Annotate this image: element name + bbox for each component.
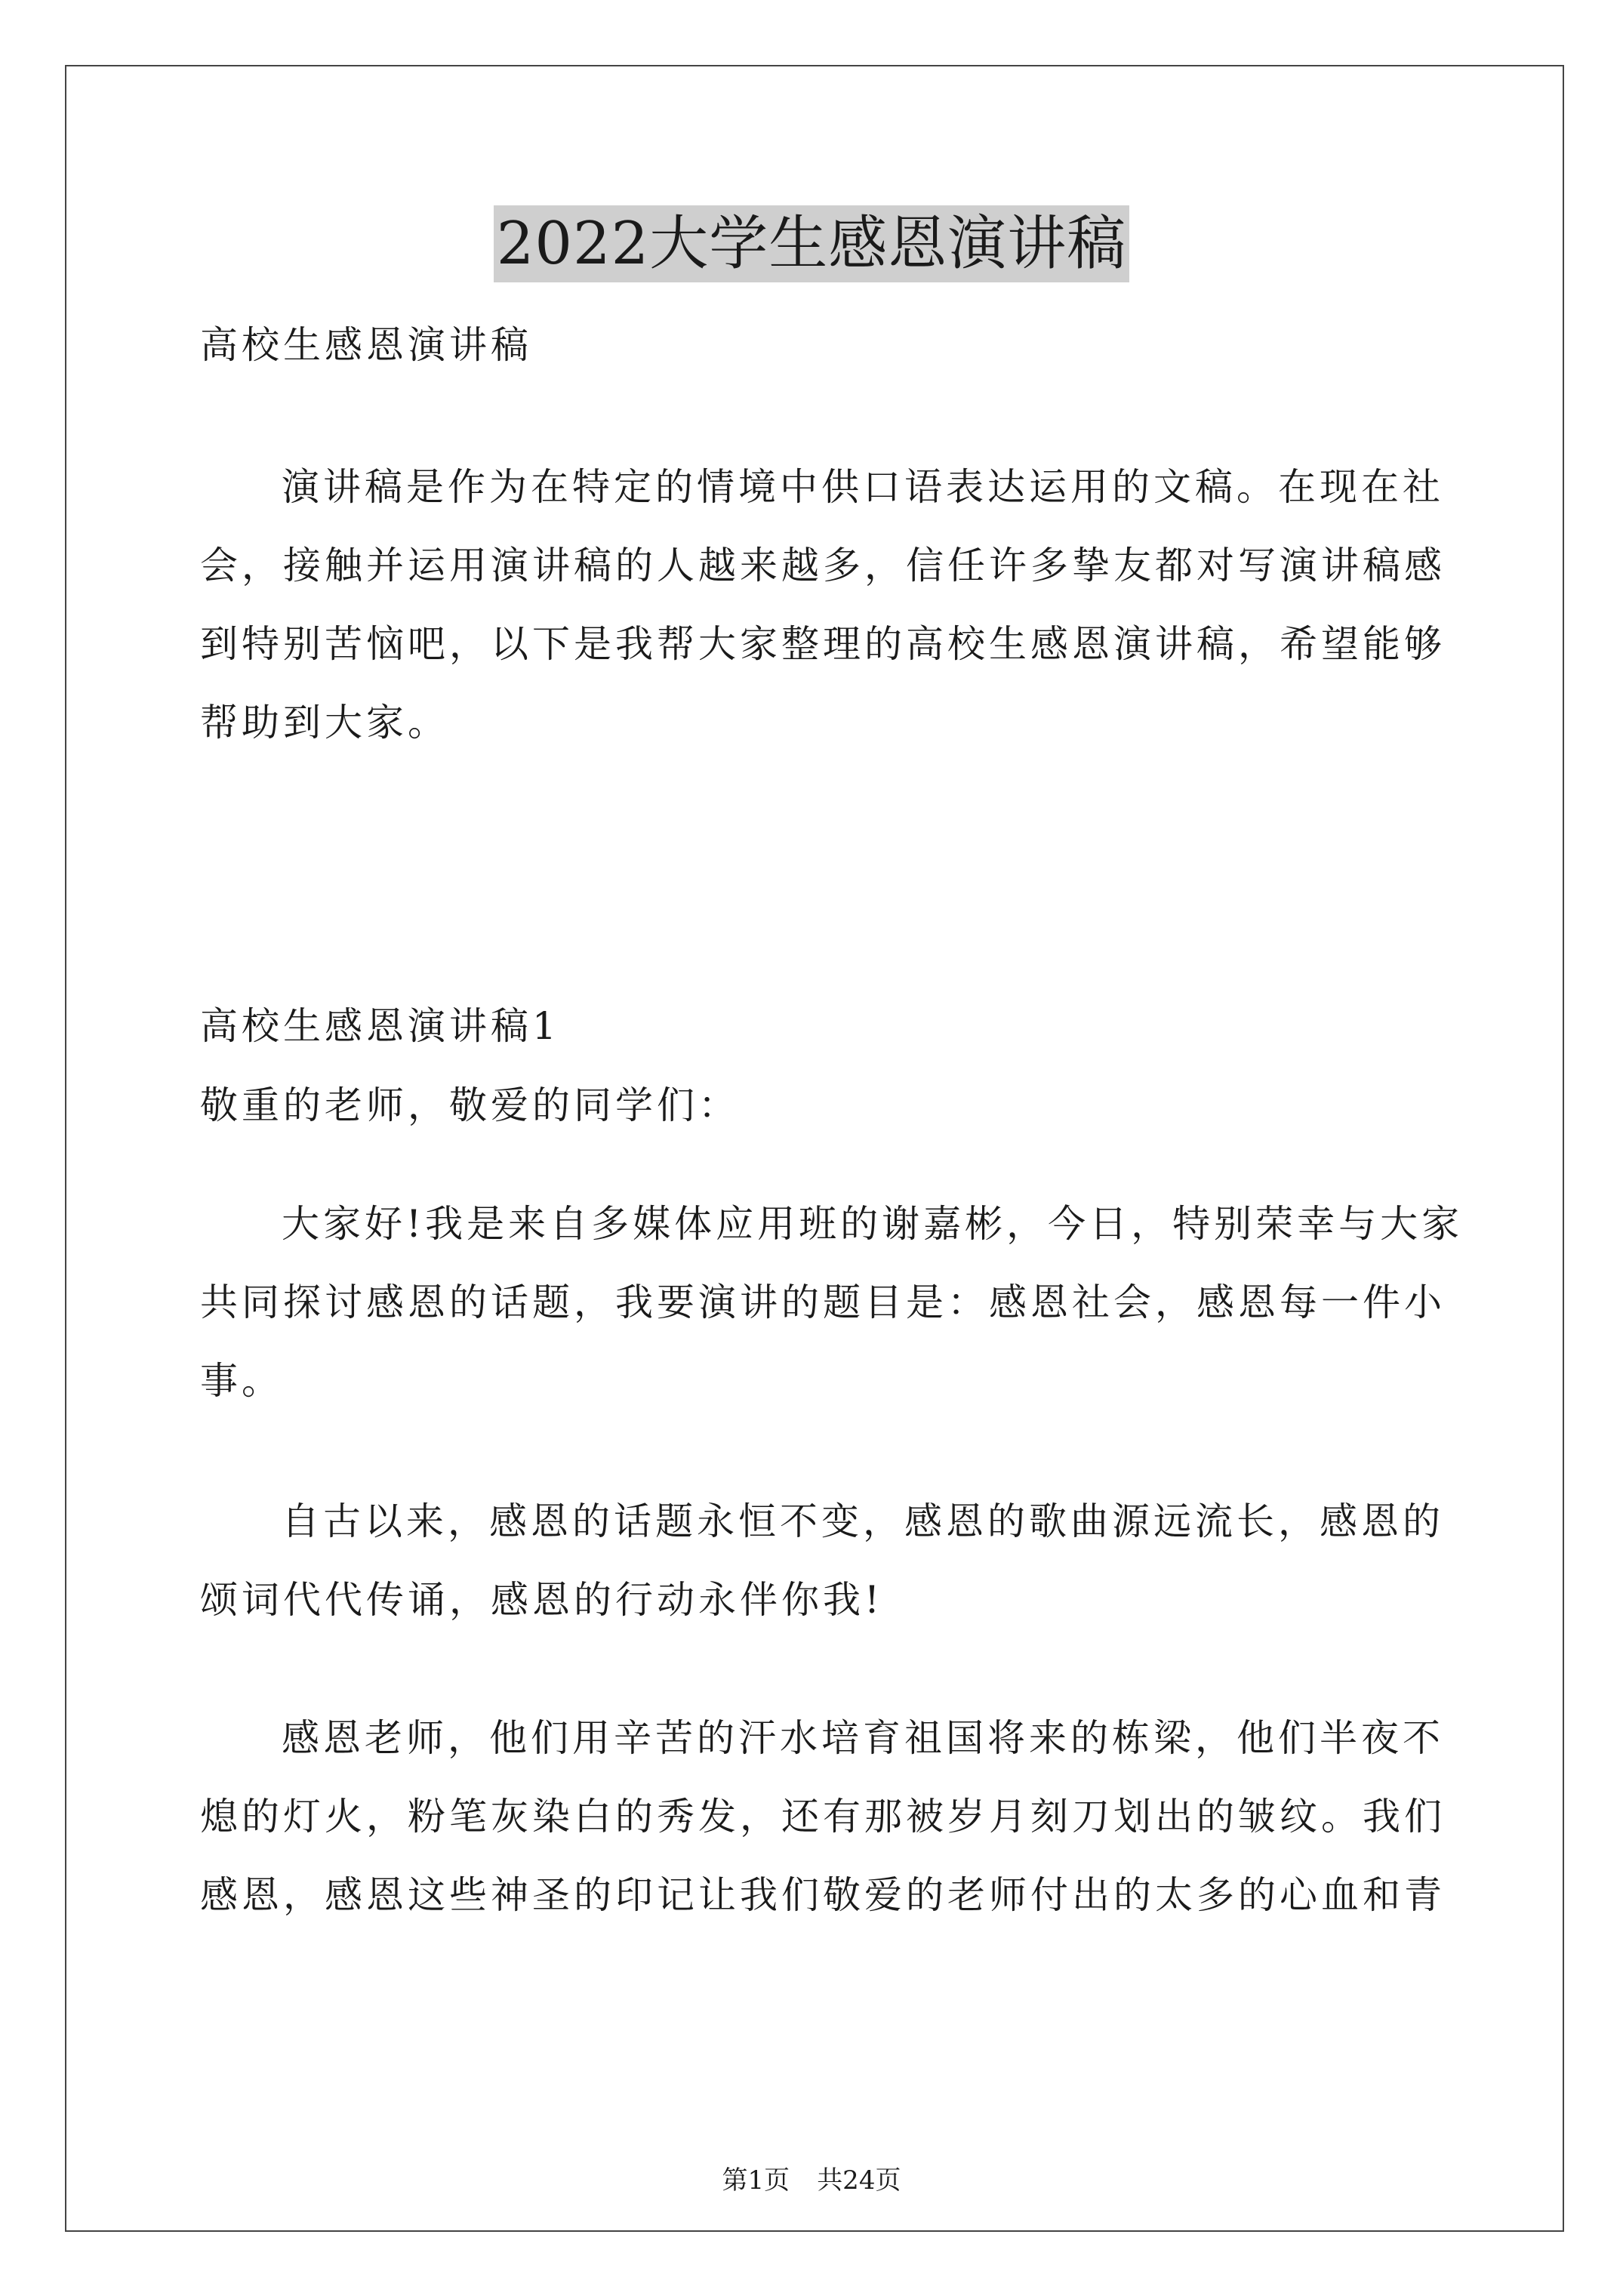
para1-line-1: 大家好!我是来自多媒体应用班的谢嘉彬，今日，特别荣幸与大家 [282,1202,1464,1246]
para1-line-2: 共同探讨感恩的话题，我要演讲的题目是：感恩社会，感恩每一件小 [200,1281,1446,1324]
section-heading: 高校生感恩演讲稿1 [200,1004,560,1048]
intro-line-2: 会，接触并运用演讲稿的人越来越多，信任许多挚友都对写演讲稿感 [200,544,1446,587]
para2-line-2: 颂词代代传诵，感恩的行动永伴你我! [200,1578,884,1622]
para2-line-1: 自古以来，感恩的话题永恒不变，感恩的歌曲源远流长，感恩的 [282,1499,1444,1543]
intro-line-3: 到特别苦恼吧，以下是我帮大家整理的高校生感恩演讲稿，希望能够 [200,622,1446,666]
salutation: 敬重的老师，敬爱的同学们： [200,1083,740,1127]
para1-line-3: 事。 [200,1359,283,1403]
para3-line-3: 感恩，感恩这些神圣的印记让我们敬爱的老师付出的太多的心血和青 [200,1873,1446,1917]
document-title: 2022大学生感恩演讲稿 [494,205,1130,282]
current-page-number: 第1页 [722,2165,790,2196]
title-container [0,205,1623,282]
intro-line-1: 演讲稿是作为在特定的情境中供口语表达运用的文稿。在现在社 [282,465,1444,509]
intro-line-4: 帮助到大家。 [200,701,449,744]
para3-line-2: 熄的灯火，粉笔灰染白的秀发，还有那被岁月刻刀划出的皱纹。我们 [200,1795,1446,1838]
total-pages: 共24页 [817,2165,901,2196]
page-footer [0,2164,1623,2197]
subtitle: 高校生感恩演讲稿 [200,323,532,367]
para3-line-1: 感恩老师，他们用辛苦的汗水培育祖国将来的栋梁，他们半夜不 [282,1716,1444,1760]
